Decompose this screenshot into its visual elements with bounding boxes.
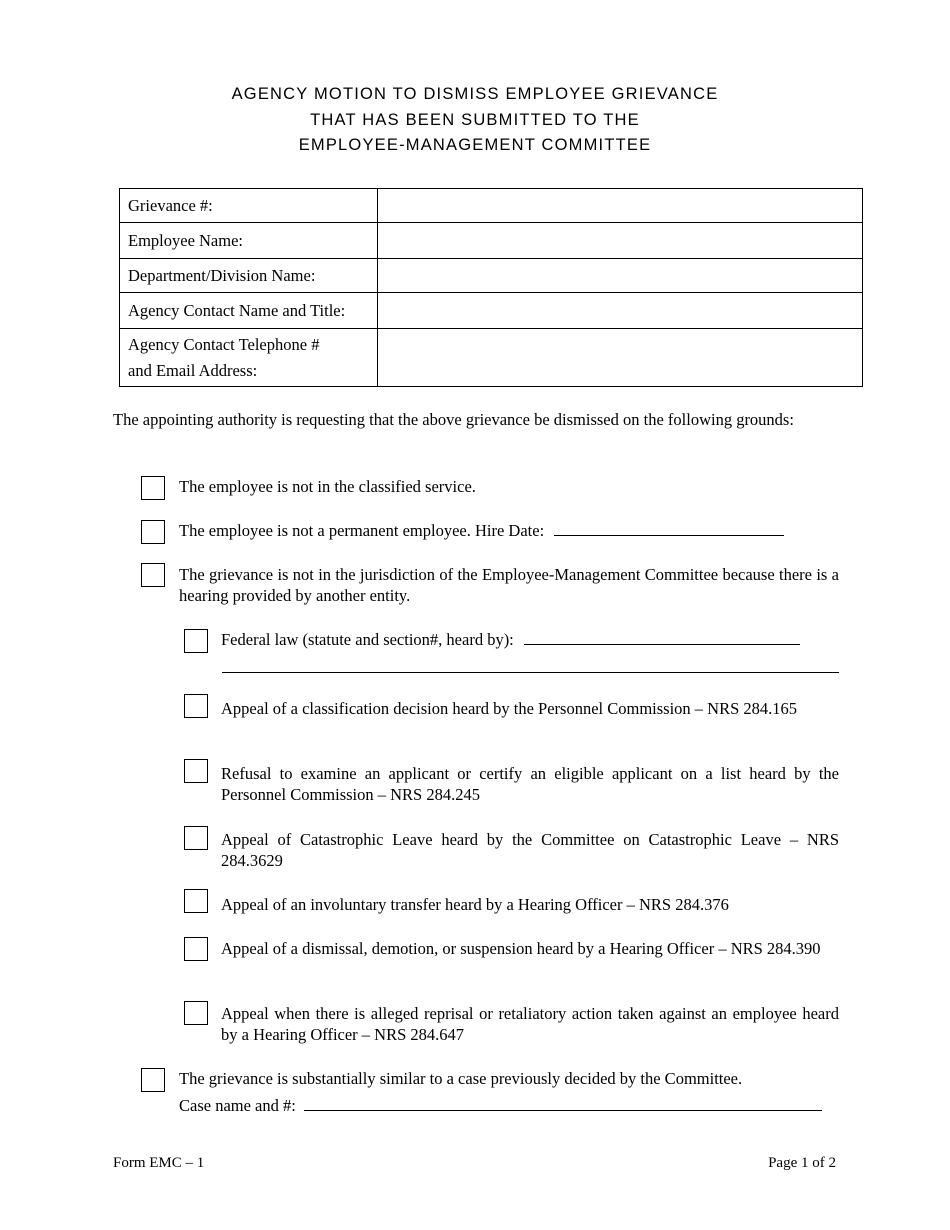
federal-law-checkbox[interactable]: [184, 629, 208, 653]
reprisal-checkbox[interactable]: [184, 1001, 208, 1025]
similar-case-checkbox[interactable]: [141, 1068, 165, 1092]
classification-appeal-text: Appeal of a classification decision heard by the Personnel Commission – NRS 284.165: [221, 699, 798, 718]
not-permanent-text: The employee is not a permanent employee. Hire Date:: [179, 521, 545, 540]
phone-label-line-2: and Email Address:: [128, 360, 258, 380]
not-permanent-checkbox[interactable]: [141, 520, 165, 544]
agency-contact-name-label: Agency Contact Name and Title:: [120, 293, 378, 329]
federal-law-continuation-line[interactable]: [222, 672, 839, 673]
table-row: [120, 329, 863, 387]
title-line-1: AGENCY MOTION TO DISMISS EMPLOYEE GRIEVANCE: [231, 85, 719, 103]
not-classified-checkbox[interactable]: [141, 476, 165, 500]
agency-contact-name-field[interactable]: [378, 293, 863, 329]
case-name-field[interactable]: [304, 1096, 822, 1111]
reprisal-text: Appeal when there is alleged reprisal or retaliatory action taken against an employee heard by a Hearing Officer – NRS 284.647: [221, 1004, 839, 1044]
employee-name-label: Employee Name:: [120, 223, 378, 259]
grievance-number-label: Grievance #:: [120, 189, 378, 223]
agency-contact-phone-email-field[interactable]: [378, 329, 863, 387]
classification-appeal-checkbox[interactable]: [184, 694, 208, 718]
grievance-info-table: [119, 188, 863, 387]
grievance-number-field[interactable]: [378, 189, 863, 223]
jurisdiction-checkbox[interactable]: [141, 563, 165, 587]
department-division-label: Department/Division Name:: [120, 259, 378, 293]
table-row: [120, 293, 863, 329]
catastrophic-leave-checkbox[interactable]: [184, 826, 208, 850]
federal-law-row: [221, 629, 839, 650]
involuntary-transfer-text: Appeal of an involuntary transfer heard by a Hearing Officer – NRS 284.376: [221, 895, 729, 914]
department-division-field[interactable]: [378, 259, 863, 293]
title-line-3: EMPLOYEE-MANAGEMENT COMMITTEE: [298, 136, 652, 154]
similar-case-text: The grievance is substantially similar to a case previously decided by the Committee.: [179, 1069, 743, 1088]
federal-law-text: Federal law (statute and section#, heard by):: [221, 630, 514, 649]
table-row: [120, 223, 863, 259]
catastrophic-leave-text: Appeal of Catastrophic Leave heard by the Committee on Catastrophic Leave – NRS 284.3629: [221, 830, 839, 870]
not-permanent-row: [179, 520, 839, 541]
intro-paragraph: The appointing authority is requesting that the above grievance be dismissed on the following grounds:: [113, 410, 794, 429]
federal-law-field[interactable]: [524, 630, 800, 645]
not-classified-text: The employee is not in the classified service.: [179, 477, 476, 496]
dismissal-demotion-text: Appeal of a dismissal, demotion, or suspension heard by a Hearing Officer – NRS 284.390: [221, 939, 821, 958]
table-row: [120, 189, 863, 223]
hire-date-field[interactable]: [554, 521, 784, 536]
involuntary-transfer-checkbox[interactable]: [184, 889, 208, 913]
agency-contact-phone-email-label: [120, 329, 378, 387]
page-number: Page 1 of 2: [768, 1155, 836, 1171]
case-name-row: [179, 1095, 839, 1116]
phone-label-line-1: Agency Contact Telephone #: [128, 334, 320, 354]
jurisdiction-text: The grievance is not in the jurisdiction of the Employee-Management Committee because there is a hearing provided by another entity.: [179, 565, 839, 605]
title-line-2: THAT HAS BEEN SUBMITTED TO THE: [310, 110, 640, 129]
refusal-to-examine-checkbox[interactable]: [184, 759, 208, 783]
case-name-label: Case name and #:: [179, 1096, 296, 1115]
form-id: Form EMC – 1: [113, 1155, 205, 1171]
refusal-to-examine-text: Refusal to examine an applicant or certify an eligible applicant on a list heard by the Personnel Commission – NRS 284.245: [221, 764, 839, 804]
employee-name-field[interactable]: [378, 223, 863, 259]
dismissal-demotion-checkbox[interactable]: [184, 937, 208, 961]
form-title: [0, 82, 950, 159]
table-row: [120, 259, 863, 293]
